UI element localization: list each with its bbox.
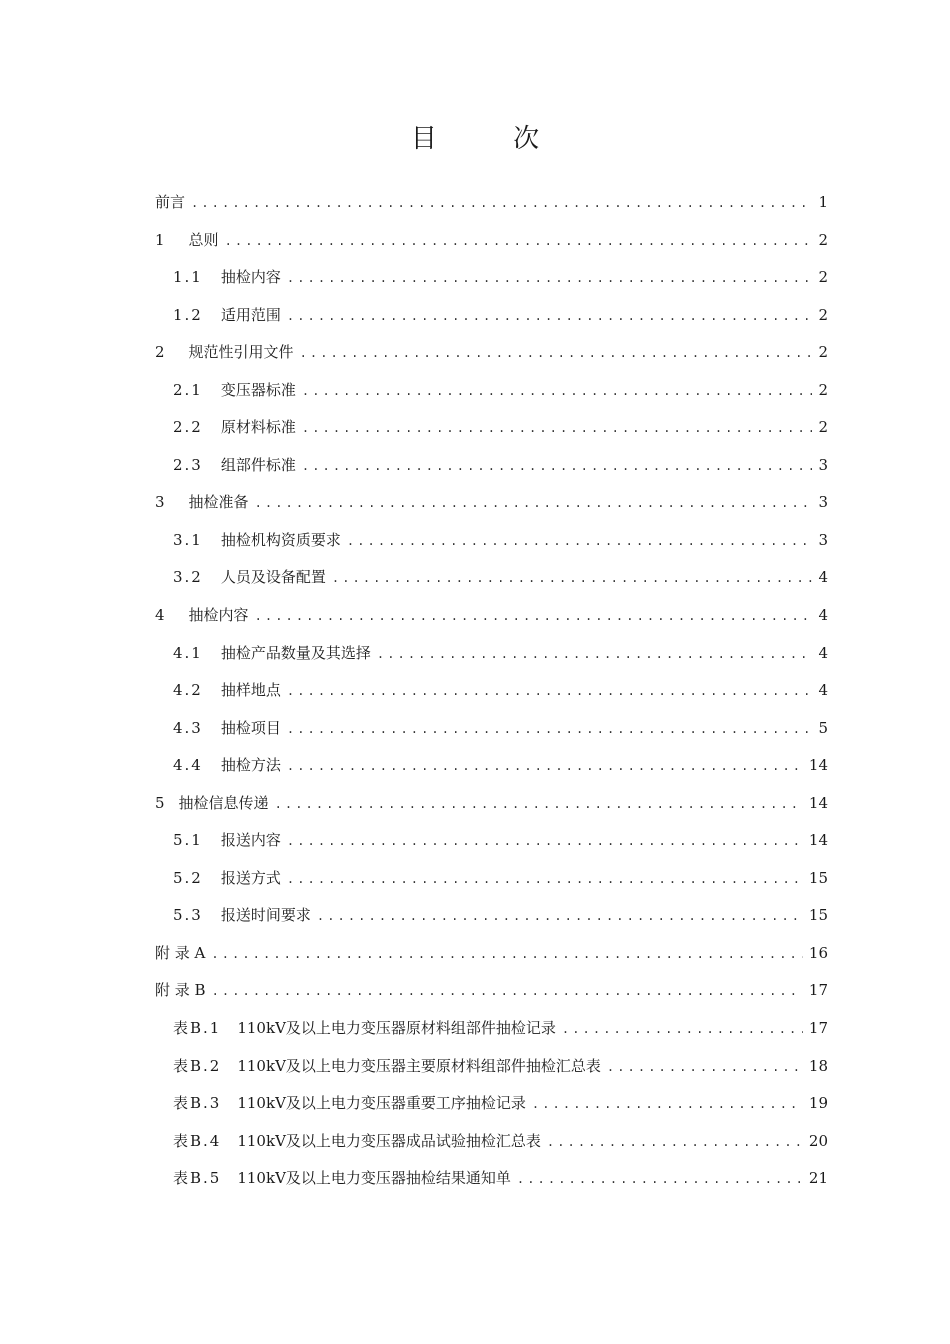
toc-entry[interactable]	[155, 297, 828, 335]
toc-entry[interactable]	[155, 484, 828, 522]
toc-page-number: 2	[818, 268, 828, 287]
toc-entry-title: 报送方式	[220, 868, 281, 887]
toc-page-number: 15	[808, 868, 828, 887]
toc-entry-title: 报送时间要求	[220, 906, 311, 925]
toc-page-number: 2	[818, 305, 828, 324]
toc-entry-title: 总则	[188, 230, 219, 249]
toc-dot-leader	[287, 748, 803, 786]
toc-entry-title: 抽检准备	[188, 493, 249, 512]
toc-page-number: 2	[818, 380, 828, 399]
toc-page-number: 2	[818, 343, 828, 362]
toc-page-number: 4	[818, 606, 828, 625]
toc-entry-number: 4.4	[173, 756, 203, 775]
toc-page-number: 3	[818, 530, 828, 549]
toc-dot-leader	[287, 298, 813, 336]
toc-entry-title: 抽检内容	[220, 268, 281, 287]
toc-entry[interactable]	[155, 409, 828, 447]
toc-page-number: 2	[818, 418, 828, 437]
toc-dot-leader	[191, 185, 812, 223]
toc-entry-number: 1.1	[173, 268, 203, 287]
toc-entry-number: 2.3	[173, 455, 203, 474]
toc-entry-title: 适用范围	[220, 305, 281, 324]
toc-dot-leader	[287, 711, 813, 749]
toc-entry-number: 5.3	[173, 906, 203, 925]
toc-dot-leader	[255, 598, 813, 636]
toc-entry-title: 110kV及以上电力变压器主要原材料组部件抽检汇总表	[237, 1056, 601, 1075]
toc-entry[interactable]	[155, 935, 828, 973]
toc-entry-title: 110kV及以上电力变压器成品试验抽检汇总表	[237, 1131, 541, 1150]
toc-entry[interactable]	[155, 747, 828, 785]
toc-entry-number: 表B.2	[173, 1056, 222, 1075]
toc-entry[interactable]	[155, 710, 828, 748]
toc-dot-leader	[302, 410, 813, 448]
toc-entry-number: 表B.4	[173, 1131, 222, 1150]
toc-entry[interactable]	[155, 597, 828, 635]
toc-entry[interactable]	[155, 972, 828, 1010]
toc-page-number: 3	[818, 493, 828, 512]
toc-dot-leader	[607, 1049, 803, 1087]
toc-entry[interactable]	[155, 1085, 828, 1123]
toc-entry-number: 3.1	[173, 530, 203, 549]
toc-entry[interactable]	[155, 1010, 828, 1048]
page-title: 目 次	[410, 124, 574, 154]
toc-dot-leader	[300, 335, 813, 373]
toc-page-number: 14	[808, 831, 828, 850]
toc-page-number: 19	[808, 1094, 828, 1113]
toc-dot-leader	[212, 973, 803, 1011]
toc-entry[interactable]	[155, 635, 828, 673]
toc-page-number: 4	[818, 681, 828, 700]
toc-dot-leader	[517, 1161, 803, 1199]
toc-page-number: 14	[808, 793, 828, 812]
toc-entry[interactable]	[155, 822, 828, 860]
toc-entry-title: 人员及设备配置	[220, 568, 326, 587]
toc-entry[interactable]	[155, 222, 828, 260]
toc-entry-title: 原材料标准	[220, 418, 296, 437]
toc-entry-title: 组部件标准	[220, 455, 296, 474]
toc-entry-title: 抽检机构资质要求	[220, 530, 341, 549]
toc-entry-title: 抽检方法	[220, 756, 281, 775]
toc-entry-number: 5.1	[173, 831, 203, 850]
toc-entry-number: 2.2	[173, 418, 203, 437]
toc-entry-title: 前言	[155, 193, 186, 211]
toc-dot-leader	[225, 223, 813, 261]
toc-dot-leader	[347, 523, 813, 561]
toc-page-number: 18	[808, 1056, 828, 1075]
toc-dot-leader	[211, 936, 803, 974]
toc-entry[interactable]	[155, 1123, 828, 1161]
toc-dot-leader	[287, 861, 803, 899]
toc-entry[interactable]	[155, 184, 828, 222]
toc-entry-number: 4.1	[173, 643, 203, 662]
toc-entry-title: 规范性引用文件	[188, 343, 294, 362]
toc-dot-leader	[317, 898, 803, 936]
toc-entry-number: 2.1	[173, 380, 203, 399]
toc-page-number: 3	[818, 455, 828, 474]
toc-entry-title: 报送内容	[220, 831, 281, 850]
toc-entry[interactable]	[155, 897, 828, 935]
toc-dot-leader	[302, 373, 813, 411]
toc-entry[interactable]	[155, 372, 828, 410]
toc-entry-title: 抽检信息传递	[178, 793, 269, 812]
toc-entry-title: 110kV及以上电力变压器抽检结果通知单	[237, 1169, 511, 1188]
toc-entry[interactable]	[155, 522, 828, 560]
toc-page-number: 4	[818, 643, 828, 662]
toc-entry-number: 表B.5	[173, 1169, 222, 1188]
toc-entry-number: 5.2	[173, 868, 203, 887]
toc-dot-leader	[302, 448, 813, 486]
toc-entry-number: 4	[155, 606, 165, 625]
toc-page-number: 16	[808, 943, 828, 962]
toc-entry-title: 变压器标准	[220, 380, 296, 399]
toc-entry[interactable]	[155, 447, 828, 485]
toc-entry[interactable]	[155, 259, 828, 297]
toc-entry-number: 1.2	[173, 305, 203, 324]
toc-list	[155, 184, 828, 1198]
toc-entry-number: 表B.3	[173, 1094, 222, 1113]
toc-entry-title: 抽检产品数量及其选择	[220, 643, 371, 662]
toc-entry-title: 抽样地点	[220, 681, 281, 700]
toc-entry[interactable]	[155, 860, 828, 898]
toc-page-number: 21	[808, 1169, 828, 1188]
toc-dot-leader	[287, 823, 803, 861]
toc-entry-title: 抽检项目	[220, 718, 281, 737]
toc-dot-leader	[377, 636, 813, 674]
toc-dot-leader	[275, 786, 803, 824]
toc-page-number: 2	[818, 230, 828, 249]
toc-entry-number: 4.2	[173, 681, 203, 700]
toc-entry-number: 5	[155, 793, 165, 812]
toc-page-number: 17	[808, 981, 828, 1000]
toc-page-number: 15	[808, 906, 828, 925]
toc-entry-title: 110kV及以上电力变压器原材料组部件抽检记录	[237, 1019, 556, 1038]
toc-dot-leader	[255, 485, 813, 523]
toc-dot-leader	[532, 1086, 803, 1124]
toc-entry-number: 3.2	[173, 568, 203, 587]
toc-dot-leader	[547, 1124, 803, 1162]
toc-page-number: 17	[808, 1019, 828, 1038]
toc-dot-leader	[287, 260, 813, 298]
toc-page-number: 5	[818, 718, 828, 737]
toc-entry[interactable]	[155, 672, 828, 710]
toc-entry[interactable]	[155, 559, 828, 597]
toc-entry-number: 2	[155, 343, 165, 362]
toc-page-number: 20	[808, 1131, 828, 1150]
toc-entry[interactable]	[155, 785, 828, 823]
toc-entry-title: 附 录 B	[155, 981, 206, 1000]
toc-page-number: 4	[818, 568, 828, 587]
toc-entry-title: 附 录 A	[155, 943, 206, 962]
toc-entry-number: 3	[155, 493, 165, 512]
toc-entry-title: 110kV及以上电力变压器重要工序抽检记录	[237, 1094, 526, 1113]
toc-entry-number: 4.3	[173, 718, 203, 737]
toc-entry[interactable]	[155, 1160, 828, 1198]
toc-entry[interactable]	[155, 334, 828, 372]
toc-entry[interactable]	[155, 1048, 828, 1086]
toc-dot-leader	[332, 560, 813, 598]
toc-entry-title: 抽检内容	[188, 606, 249, 625]
toc-dot-leader	[562, 1011, 803, 1049]
toc-entry-number: 1	[155, 230, 165, 249]
toc-page-number: 1	[818, 193, 828, 211]
toc-entry-number: 表B.1	[173, 1019, 222, 1038]
toc-page-number: 14	[808, 756, 828, 775]
toc-dot-leader	[287, 673, 813, 711]
